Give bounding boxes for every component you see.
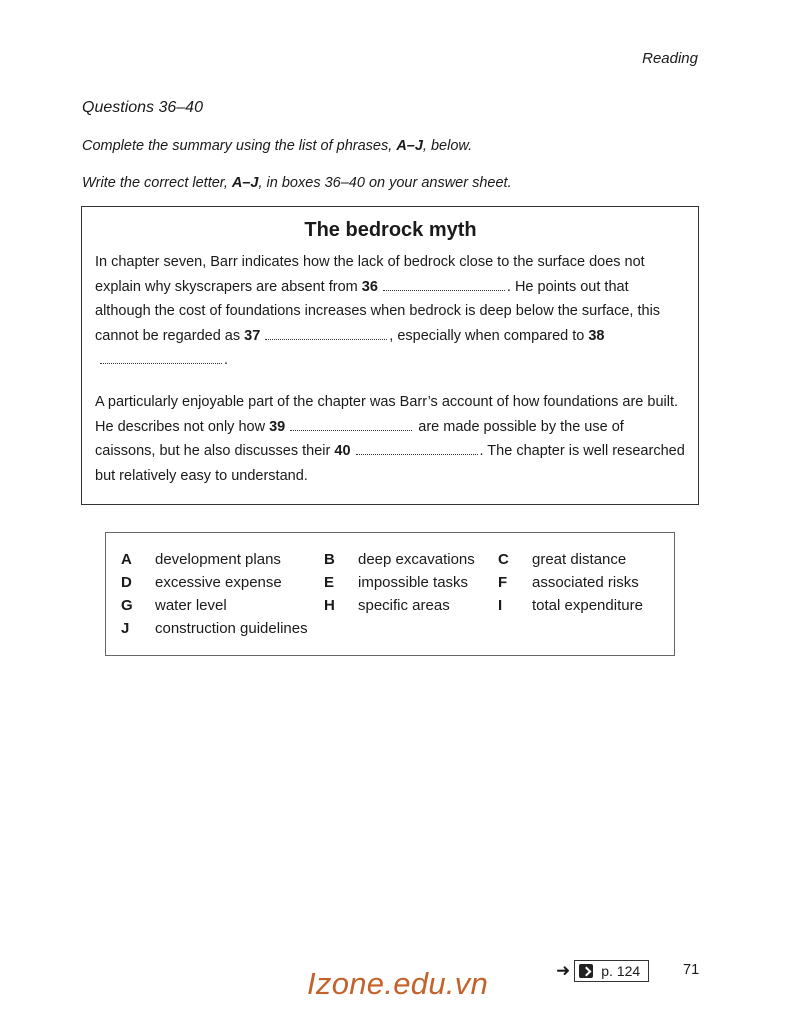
watermark-text: Izone.edu.vn	[307, 966, 489, 1001]
options-row-2	[106, 572, 674, 595]
page-ref-label: p. 124	[601, 963, 641, 979]
option-letter-h: H	[324, 597, 335, 614]
instruction-complete-summary: Complete the summary using the list of phrases, A–J, below.	[82, 138, 473, 154]
question-number-39: 39	[269, 418, 286, 435]
answer-gap-36[interactable]	[383, 281, 505, 291]
question-number-40: 40	[334, 443, 351, 460]
page-ref-box[interactable]	[574, 960, 649, 982]
option-text-f: associated risks	[532, 574, 639, 591]
answer-gap-40[interactable]	[356, 445, 478, 455]
page-number: 71	[683, 962, 700, 978]
question-number-36: 36	[361, 278, 378, 295]
answer-key-reference[interactable]	[556, 960, 649, 982]
option-letter-g: G	[121, 597, 133, 614]
option-letter-i: I	[498, 597, 503, 614]
phrase-options-box	[105, 532, 675, 656]
option-letter-f: F	[498, 574, 508, 591]
option-letter-j: J	[121, 620, 130, 637]
summary-paragraph-2: A particularly enjoyable part of the chapter was Barr’s account of how foundations are built. He describes not only how 39 are made possible by the use of caissons, but he also discusses their 40 . The chapter is well researched but relatively easy to understand.	[95, 393, 685, 484]
options-row-3	[106, 595, 674, 618]
option-text-h: specific areas	[358, 597, 450, 614]
option-letter-a: A	[121, 551, 132, 568]
option-letter-b: B	[324, 551, 335, 568]
right-arrow-icon: ➜	[556, 961, 571, 980]
question-number-37: 37	[244, 327, 261, 344]
answer-gap-39[interactable]	[290, 421, 412, 431]
options-row-1	[106, 549, 674, 572]
answer-gap-37[interactable]	[265, 330, 387, 340]
instruction-write-letter: Write the correct letter, A–J, in boxes 36–40 on your answer sheet.	[82, 175, 512, 191]
option-text-j: construction guidelines	[155, 620, 308, 637]
question-number-38: 38	[588, 327, 605, 344]
option-text-g: water level	[155, 597, 227, 614]
option-letter-e: E	[324, 574, 335, 591]
summary-paragraph-1: In chapter seven, Barr indicates how the lack of bedrock close to the surface does not explain why skyscrapers are absent from 36 . He points out that although the cost of foundations increases when bedrock is deep below the surface, this cannot be regarded as 37 , especially when compared to 38.	[95, 254, 661, 369]
summary-title: The bedrock myth	[304, 219, 477, 241]
option-text-d: excessive expense	[155, 574, 282, 591]
answer-gap-38[interactable]	[100, 354, 222, 364]
summary-box	[81, 206, 699, 505]
option-letter-d: D	[121, 574, 132, 591]
option-text-i: total expenditure	[532, 597, 643, 614]
option-text-c: great distance	[532, 551, 627, 568]
option-text-a: development plans	[155, 551, 281, 568]
options-row-4	[106, 618, 674, 641]
option-letter-c: C	[498, 551, 509, 568]
questions-heading: Questions 36–40	[82, 99, 203, 116]
option-text-b: deep excavations	[358, 551, 475, 568]
running-head: Reading	[642, 50, 698, 67]
answer-key-icon	[579, 964, 593, 978]
option-text-e: impossible tasks	[358, 574, 469, 591]
